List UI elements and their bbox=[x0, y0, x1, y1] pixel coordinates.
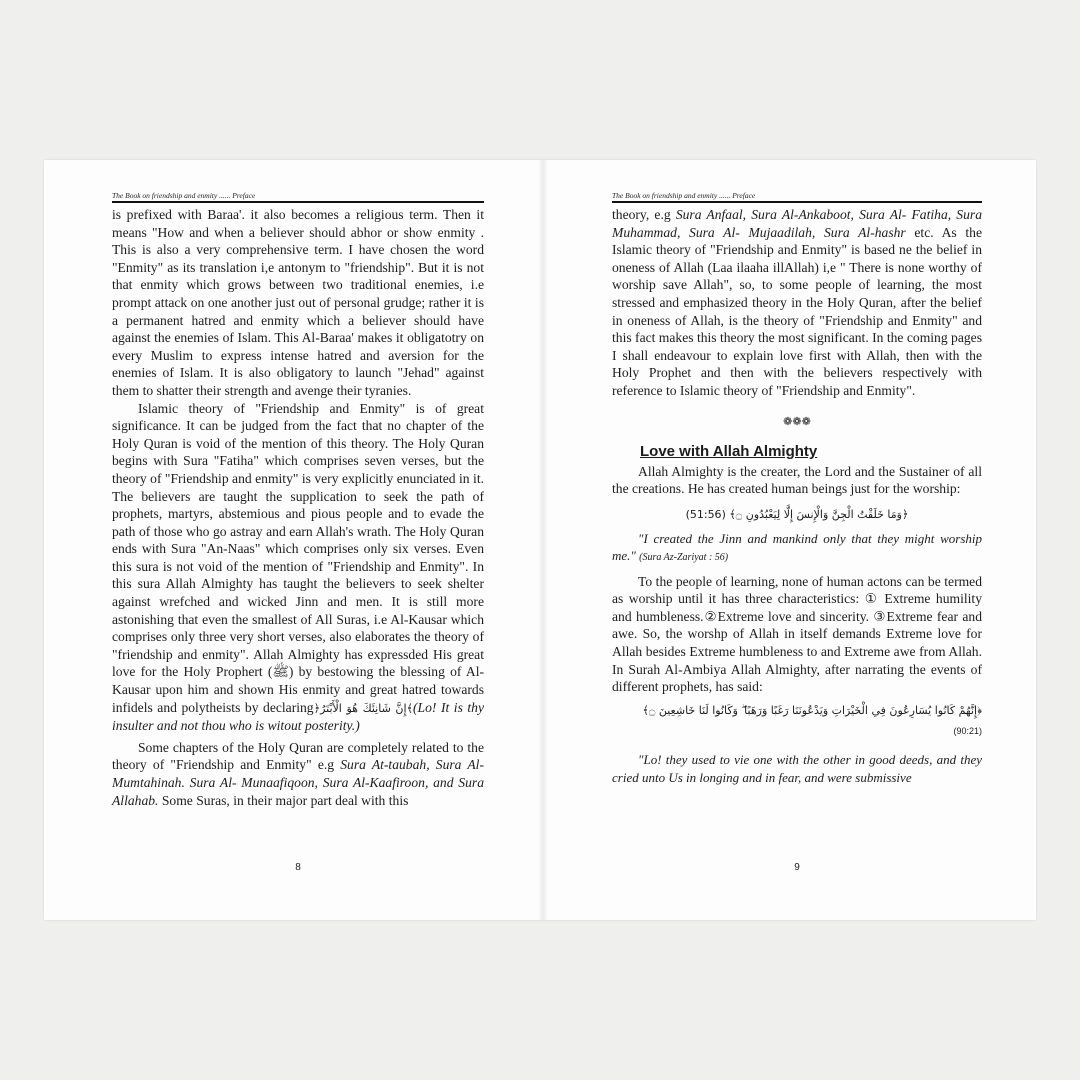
running-head: The Book on friendship and enmity ...... Preface bbox=[112, 191, 484, 203]
quote-reference: (Sura Az-Zariyat : 56) bbox=[639, 552, 729, 564]
paragraph-text: theory, e.g bbox=[612, 207, 676, 222]
book-spread bbox=[44, 160, 1036, 920]
arabic-verse: ﴿إِنَّ شَانِئَكَ هُوَ الْأَبْتَرُ﴾ bbox=[313, 701, 414, 715]
paragraph: is prefixed with Baraa'. it also becomes a religious term. Then it means "How and when a believer should abhor or show enmity . This is also a very comprehensive term. I have chosen the word "Enmity" as its translation i,e antonym to "friendship". But it is not that enmity which grows between two traditional enemies, i.e prompt attack on one another just out of personal grudge; rather it is a permanent hatred and enmity which a believer should have against the enemies of Islam. This Al-Baraa' makes it obligatotry on every Muslim to express intense hatred and aversion for the enemies of Islam. It is also obligatory to launch "Jehad" against them to shatter their strength and avenge their tyranies. bbox=[112, 207, 484, 398]
paragraph-text: Some chapters of the Holy Quran are completely related to the theory of "Friendship and Enmity" e.g bbox=[112, 739, 484, 773]
page-body bbox=[612, 206, 982, 786]
page-body bbox=[112, 206, 484, 809]
section-ornament: ❁❁❁ bbox=[783, 415, 811, 428]
verse-translation: "Lo! they used to vie one with the other in good deeds, and they cried unto Us in longing and in fear, and were submissive bbox=[612, 752, 982, 785]
paragraph bbox=[112, 400, 484, 735]
verse-translation bbox=[612, 530, 982, 567]
arabic-verse: ﴿إِنَّهُمْ كَانُوا يُسَارِعُونَ فِي الْخَيْرَاتِ وَيَدْعُونَنَا رَغَبًا وَرَهَبًا ۖ وَكَانُوا لَنَا خَاشِعِينَ ۝﴾ bbox=[642, 703, 982, 717]
book-gutter bbox=[538, 160, 548, 920]
verse-reference: (90:21) bbox=[953, 726, 982, 737]
page-number: 9 bbox=[794, 862, 800, 873]
paragraph bbox=[112, 739, 484, 809]
arabic-verse: ﴿وَمَا خَلَقْتُ الْجِنَّ وَالْإِنسَ إِلَّا لِيَعْبُدُونِ ۝﴾ (51:56) bbox=[685, 507, 909, 521]
paragraph bbox=[612, 206, 982, 400]
verse-translation: (Lo! It is thy insulter and not thou who is witout posterity.) bbox=[112, 699, 485, 734]
paragraph-text: Islamic theory of "Friendship and Enmity" is of great significance. It can be judged from the fact that no chapter of the Holy Quran is void of the mention of this theory. The Holy Quran begins with Sura "Fatiha" which comprises seven verses, but the theory of "Friendship and enmity" is very explicitly enunciated in it. The believers are taught the supplication to seek the path of prophets, martyrs, abstemious and pious people and to evade the path of those who go astray and earn Allah's wrath. The Holy Quran ends with Sura "An-Naas" which comprises only six verses. Even this sura is not void of the mention of "Friendship and Enmity". In this sura Allah Almighty has taught the believers to seek shelter against wrefched and wicked Jinn and men. It is still more astonishing that even the smallest of All Suras, i.e Al-Kausar which comprises only three very short verses, also elaborates the theory of "friendship and enmity". Allah Almighty has expressded His great love for the Holy Prophert (ﷺ) by bestowing the blessing of Al-Kausar upon him and shown His enmity and great hatred towards infidels and polytheists by declaring bbox=[112, 400, 484, 715]
sura-list: Sura At-taubah, Sura Al-Mumtahinah. Sura Al- Munaafiqoon, Sura Al-Kaafiroon, and Sura Allahab. bbox=[112, 757, 484, 808]
right-page bbox=[612, 160, 982, 920]
paragraph-text: etc. As the Islamic theory of "Friendship and Enmity" is based ne the belief in oneness of Allah (Laa ilaaha illAllah) i,e " There is none worthy of worship save Allah", so, to some people of learning, the most stressed and emphasized theory in the Holy Quran, after the belief in oneness of Allah, is the theory of "Friendship and Enmity" and this fact makes this theory the most significant. In the coming pages I shall endeavour to explain love first with Allah, then with the Holy Prophet and then with the believers respectively with reference to Islamic theory of "Friendship and Enmity". bbox=[612, 224, 982, 398]
page-number: 8 bbox=[295, 862, 301, 873]
paragraph: To the people of learning, none of human actons can be termed as worship until it has three characteristics: ① Extreme humility and humbleness.②Extreme love and sincerity. ③Extreme fear and awe. So, the worshp of Allah in itself demands Extreme love for Allah besides Extreme humbleness to and Extreme awe from Allah. In Surah Al-Ambiya Allah Almighty, after narrating the events of different prophets, has said: bbox=[612, 573, 982, 695]
running-head: The Book on friendship and enmity ...... Preface bbox=[612, 191, 982, 203]
left-page bbox=[112, 160, 484, 920]
section-heading: Love with Allah Almighty bbox=[640, 443, 818, 461]
quote-text: "I created the Jinn and mankind only that they might worship me." bbox=[612, 530, 982, 564]
paragraph-text: Some Suras, in their major part deal with this bbox=[158, 792, 409, 808]
sura-list: Sura Anfaal, Sura Al-Ankaboot, Sura Al- Fatiha, Sura Muhammad, Sura Al- Mujaadilah, Sura Al-hashr bbox=[612, 207, 982, 240]
paragraph: Allah Almighty is the creater, the Lord and the Sustainer of all the creations. He has created human beings just for the worship: bbox=[612, 463, 982, 497]
